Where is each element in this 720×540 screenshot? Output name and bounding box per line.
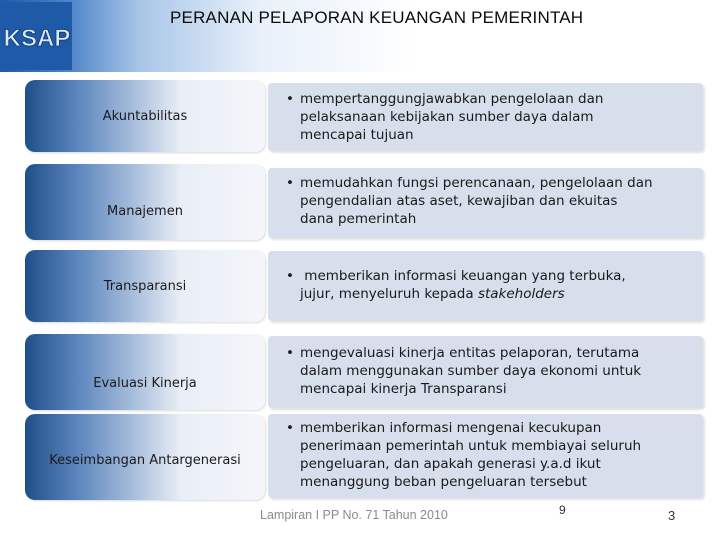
desc-line: mencapai tujuan: [300, 127, 414, 143]
bullet-icon: •: [286, 420, 294, 436]
label-box: [25, 250, 265, 322]
label-box: [25, 334, 265, 410]
label-box: [25, 414, 265, 500]
logo-text: KSAP: [3, 25, 71, 52]
description-box: [268, 336, 703, 408]
desc-line: jujur, menyeluruh kepada: [300, 286, 478, 302]
desc-line: pengendalian atas aset, kewajiban dan ekuitas: [300, 193, 618, 209]
desc-line: dalam menggunakan sumber daya ekonomi untuk: [300, 363, 642, 379]
desc-italic: stakeholders: [477, 286, 565, 302]
desc-line: dana pemerintah: [300, 211, 417, 227]
row-label: Evaluasi Kinerja: [93, 375, 197, 391]
desc-line: mencapai kinerja Transparansi: [300, 381, 507, 397]
description-text: [286, 174, 696, 228]
description-box: [268, 251, 703, 321]
desc-line: menanggung beban pengeluaran tersebut: [300, 474, 587, 490]
description-text: [286, 344, 696, 398]
desc-line: mengevaluasi kinerja entitas pelaporan, terutama: [300, 345, 640, 361]
description-box: [268, 83, 703, 151]
desc-line: memudahkan fungsi perencanaan, pengelolaan dan: [300, 175, 653, 191]
desc-line: penerimaan pemerintah untuk membiayai seluruh: [300, 438, 642, 454]
desc-line: pengeluaran, dan apakah generasi y.a.d ikut: [300, 456, 601, 472]
label-box: [25, 164, 265, 240]
label-box: [25, 80, 265, 152]
row-label: Transparansi: [103, 278, 187, 294]
page-title: PERANAN PELAPORAN KEUANGAN PEMERINTAH: [170, 8, 584, 27]
bullet-icon: •: [286, 268, 294, 284]
description-text: [286, 419, 696, 491]
description-text: [286, 267, 696, 303]
desc-line: pelaksanaan kebijakan sumber daya dalam: [300, 109, 594, 125]
page-number-secondary: 9: [559, 503, 566, 517]
description-box: [268, 168, 703, 238]
row-label: Akuntabilitas: [102, 108, 188, 124]
ksap-logo: [2, 2, 72, 70]
row-label: Manajemen: [107, 203, 183, 219]
bullet-icon: •: [286, 91, 294, 107]
row-label: Keseimbangan Antargenerasi: [49, 452, 241, 468]
footer-note: Lampiran I PP No. 71 Tahun 2010: [260, 508, 448, 522]
desc-line: memberikan informasi mengenai kecukupan: [300, 420, 602, 436]
description-text: [286, 90, 696, 144]
description-box: [268, 414, 703, 498]
desc-line: mempertanggungjawabkan pengelolaan dan: [300, 91, 604, 107]
bullet-icon: •: [286, 175, 294, 191]
page-number: 3: [668, 508, 676, 523]
bullet-icon: •: [286, 345, 294, 361]
desc-line: memberikan informasi keuangan yang terbuka,: [300, 268, 626, 284]
